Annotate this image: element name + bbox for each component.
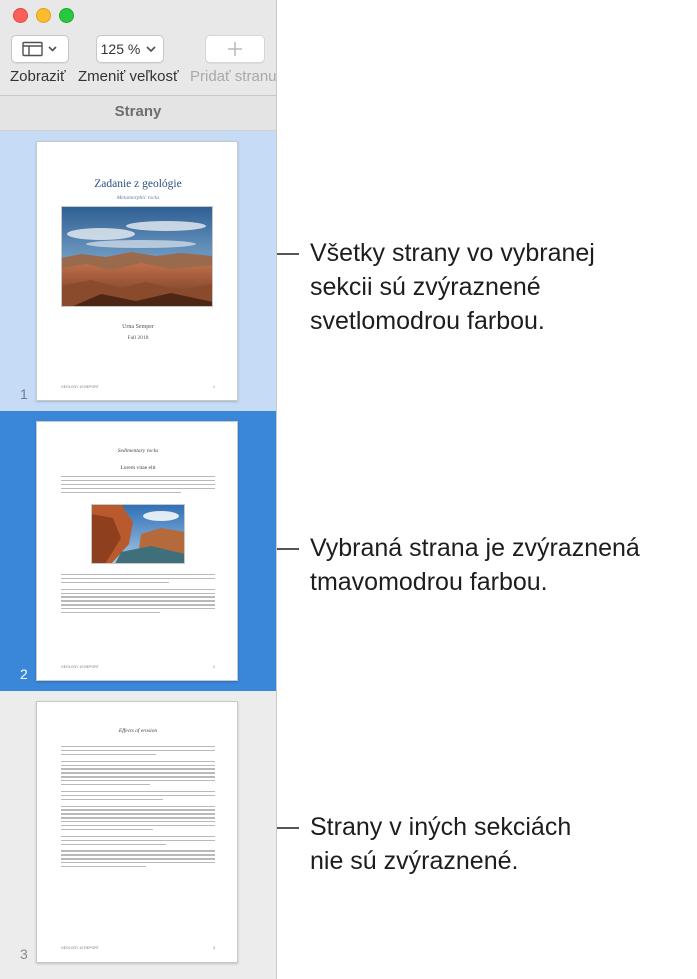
page-heading: Sedimentary rocks: [117, 448, 159, 454]
page-footer-number: 2: [213, 665, 215, 669]
callout-leader-2: [277, 548, 299, 550]
view-button[interactable]: [11, 35, 69, 63]
pages-header: Strany: [0, 96, 276, 131]
page-number-2: 2: [20, 666, 28, 682]
page-date: Fall 2018: [127, 335, 149, 341]
zoom-dropdown[interactable]: [96, 35, 164, 63]
minimize-window-button[interactable]: [36, 8, 51, 23]
page-thumbnail-1[interactable]: [36, 141, 238, 401]
page-footer-number: 1: [213, 385, 215, 389]
plus-icon: [227, 41, 243, 57]
callout-leader-1: [277, 253, 299, 255]
zoom-label: Zmeniť veľkosť: [78, 68, 179, 85]
zoom-window-button[interactable]: [59, 8, 74, 23]
sidebar-view-icon: [20, 41, 60, 57]
add-page-button[interactable]: [205, 35, 265, 63]
page-footer: GEOLOGY 10 REPORT: [61, 946, 99, 950]
page-thumbnails-sidebar: [0, 0, 277, 979]
chevron-down-icon: [145, 44, 159, 54]
page-thumbnail-row-1[interactable]: [0, 131, 276, 411]
callout-leader-3: [277, 827, 299, 829]
page-author: Urna Semper: [122, 324, 154, 330]
page-heading: Effects of erosion: [118, 728, 158, 734]
page-thumbnail-3[interactable]: [36, 701, 238, 963]
add-page-label: Pridať stranu: [190, 68, 277, 85]
view-label: Zobraziť: [10, 68, 66, 85]
close-window-button[interactable]: [13, 8, 28, 23]
canyon-river-photo: [91, 504, 185, 564]
callout-other-sections: Strany v iných sekciách nie sú zvýraznené.: [310, 813, 572, 875]
window-toolbar: [0, 0, 276, 96]
callout-selected-page: Vybraná strana je zvýraznená tmavomodrou farbou.: [310, 534, 640, 596]
page-number-1: 1: [20, 386, 28, 402]
text-block: [61, 476, 215, 495]
page-number-3: 3: [20, 946, 28, 962]
text-block: [61, 746, 215, 870]
page-subtitle: Metamorphic rocks: [116, 195, 160, 201]
page-title: Zadanie z geológie: [94, 178, 182, 190]
page-footer: GEOLOGY 10 REPORT: [61, 385, 99, 389]
page-thumbnail-2[interactable]: [36, 421, 238, 681]
page-thumbnail-row-3[interactable]: [0, 691, 276, 979]
page-subheading: Lorem vitae elit: [120, 465, 156, 471]
page-thumbnail-row-2[interactable]: [0, 411, 276, 691]
callout-section-highlight: Všetky strany vo vybranej sekcii sú zvýraznené svetlomodrou farbou.: [310, 239, 595, 335]
zoom-value: 125 %: [100, 41, 141, 57]
page-footer: GEOLOGY 10 REPORT: [61, 665, 99, 669]
text-block: [61, 574, 215, 616]
page-footer-number: 3: [213, 946, 215, 950]
canyon-photo: [61, 206, 213, 307]
